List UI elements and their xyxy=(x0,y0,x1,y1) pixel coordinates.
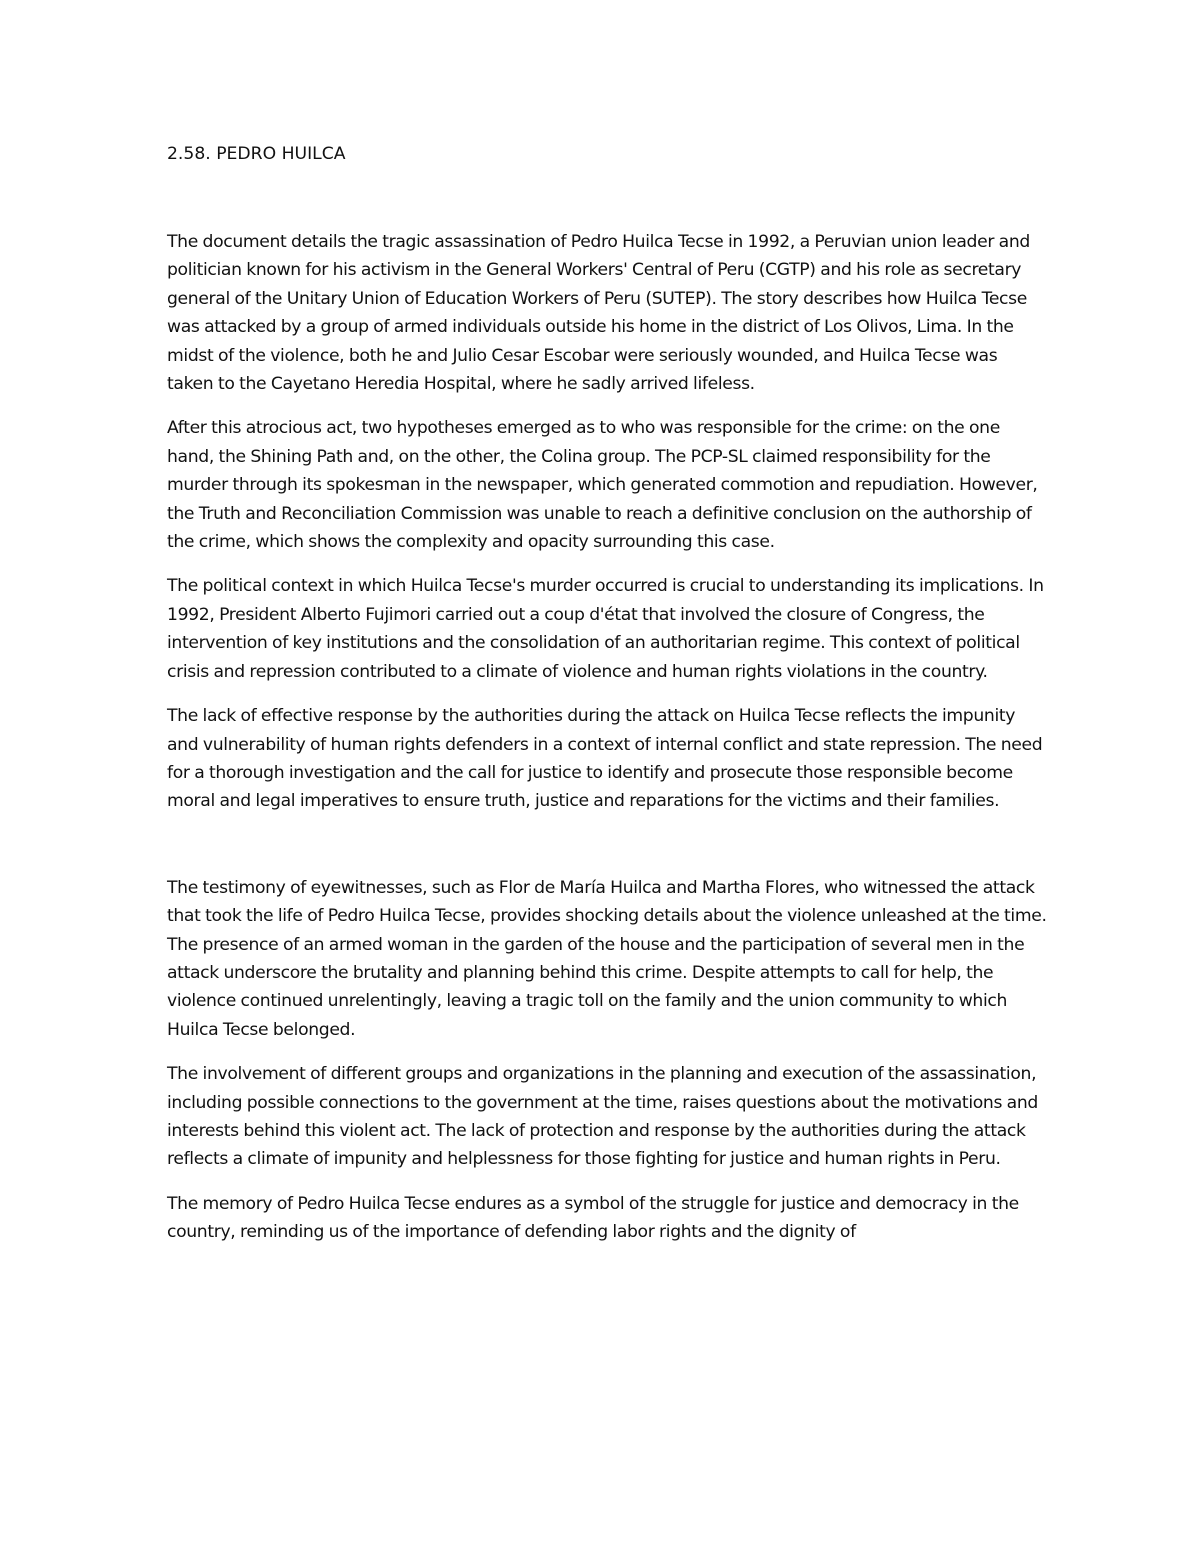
paragraph-memory: The memory of Pedro Huilca Tecse endures as a symbol of the struggle for justice and democracy in the country, reminding us of the importance of defending labor rights and the dignity of xyxy=(167,1193,1019,1243)
document-body xyxy=(167,228,1047,1263)
section-heading: 2.58. PEDRO HUILCA xyxy=(167,144,346,164)
paragraph-lack-of-response: The lack of effective response by the authorities during the attack on Huilca Tecse reflects the impunity and vulnerability of human rights defenders in a context of internal conflict and state repression. The need for a thorough investigation and the call for justice to identify and prosecute those responsible become moral and legal imperatives to ensure truth, justice and reparations for the victims and their families. xyxy=(167,706,1043,812)
paragraph-political-context: The political context in which Huilca Tecse's murder occurred is crucial to understanding its implications. In 1992, President Alberto Fujimori carried out a coup d'état that involved the closure of Congress, the intervention of key institutions and the consolidation of an authoritarian regime. This context of political crisis and repression contributed to a climate of violence and human rights violations in the country. xyxy=(167,576,1044,682)
paragraph-hypotheses: After this atrocious act, two hypotheses emerged as to who was responsible for the crime: on the one hand, the Shining Path and, on the other, the Colina group. The PCP-SL claimed responsibility for the murder through its spokesman in the newspaper, which generated commotion and repudiation. However, the Truth and Reconciliation Commission was unable to reach a definitive conclusion on the authorship of the crime, which shows the complexity and opacity surrounding this case. xyxy=(167,418,1038,553)
paragraph-assassination: The document details the tragic assassination of Pedro Huilca Tecse in 1992, a Peruvian union leader and politician known for his activism in the General Workers' Central of Peru (CGTP) and his role as secretary general of the Unitary Union of Education Workers of Peru (SUTEP). The story describes how Huilca Tecse was attacked by a group of armed individuals outside his home in the district of Los Olivos, Lima. In the midst of the violence, both he and Julio Cesar Escobar were seriously wounded, and Huilca Tecse was taken to the Cayetano Heredia Hospital, where he sadly arrived lifeless. xyxy=(167,232,1030,395)
paragraph-testimony: The testimony of eyewitnesses, such as Flor de María Huilca and Martha Flores, who witnessed the attack that took the life of Pedro Huilca Tecse, provides shocking details about the violence unleashed at the time. The presence of an armed woman in the garden of the house and the participation of several men in the attack underscore the brutality and planning behind this crime. Despite attempts to call for help, the violence continued unrelentingly, leaving a tragic toll on the family and the union community to which Huilca Tecse belonged. xyxy=(167,877,1047,1040)
paragraph-involvement: The involvement of different groups and organizations in the planning and execution of the assassination, including possible connections to the government at the time, raises questions about the motivations and interests behind this violent act. The lack of protection and response by the authorities during the attack reflects a climate of impunity and helplessness for those fighting for justice and human rights in Peru. xyxy=(167,1064,1038,1170)
